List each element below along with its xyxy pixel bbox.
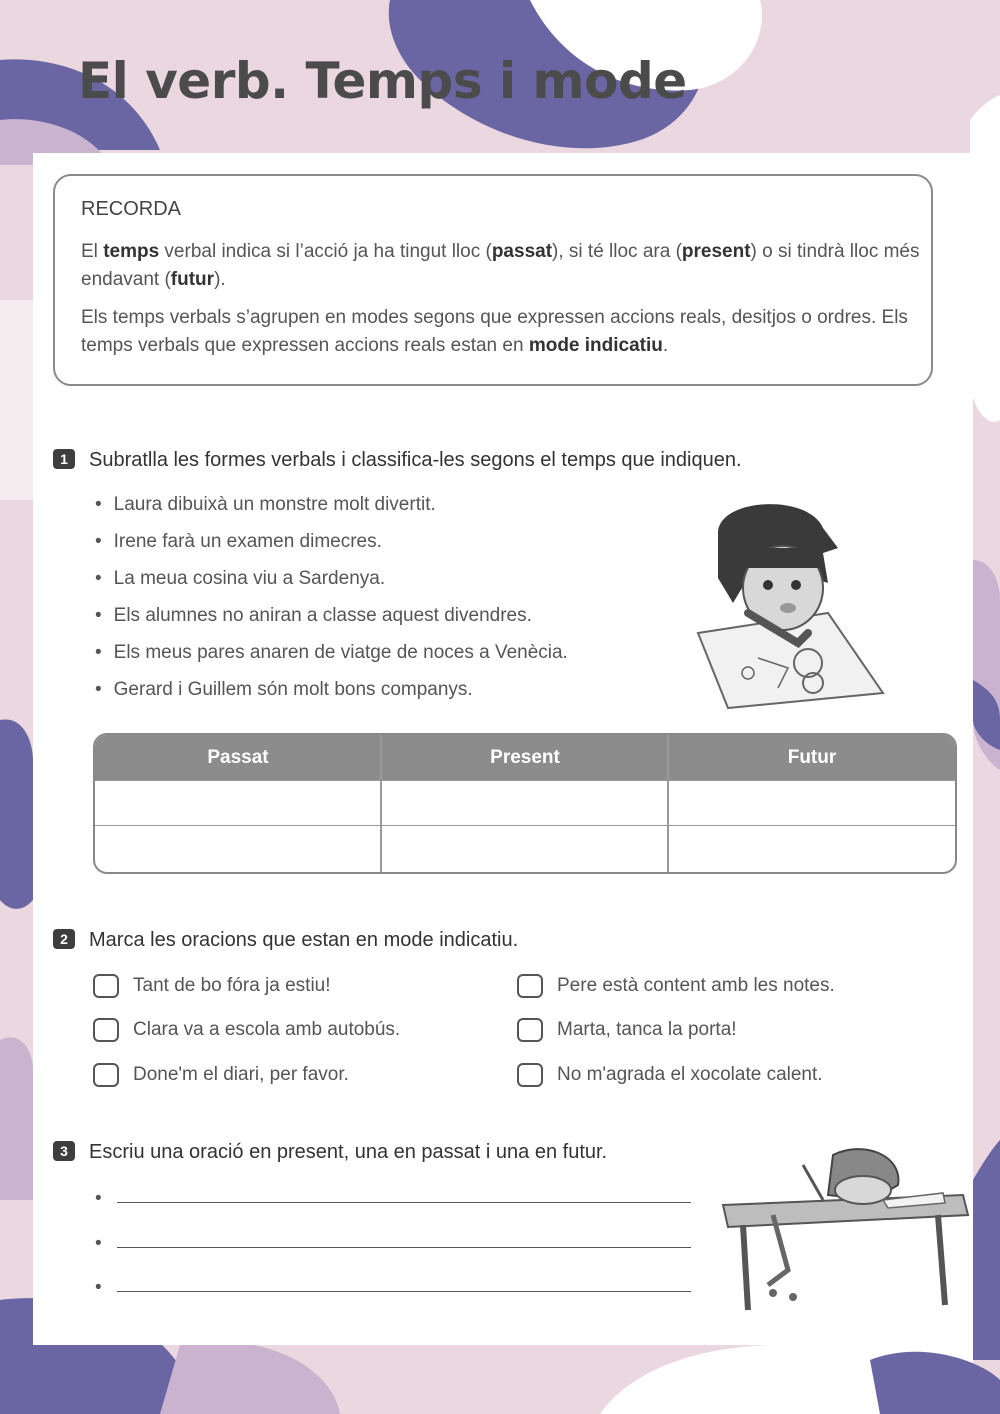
exercise-3-title: 3 Escriu una oració en present, una en passat i una en futur.	[53, 1141, 607, 1164]
worksheet	[33, 153, 973, 1345]
checkbox[interactable]	[517, 1063, 543, 1087]
answer-cell[interactable]	[669, 780, 955, 826]
option-row: Done'm el diari, per favor.	[93, 1062, 349, 1088]
sentence-list	[95, 493, 568, 715]
option-row: Tant de bo fóra ja estiu!	[93, 973, 331, 999]
list-item: • Laura dibuixà un monstre molt divertit.	[95, 493, 568, 530]
exercise-number: 2	[53, 929, 75, 949]
recorda-box	[53, 174, 933, 386]
checkbox[interactable]	[517, 1018, 543, 1042]
answer-cell[interactable]	[382, 825, 668, 871]
exercise-number: 3	[53, 1141, 75, 1161]
writing-line[interactable]: •	[95, 1233, 695, 1253]
checkbox[interactable]	[93, 974, 119, 998]
exercise-1-title: 1 Subratlla les formes verbals i classifica-les segons el temps que indiquen.	[53, 449, 742, 472]
answer-cell[interactable]	[95, 825, 381, 871]
list-item: • Irene farà un examen dimecres.	[95, 530, 568, 567]
recorda-paragraph-1: El temps verbal indica si l’acció ja ha tingut lloc (passat), si té lloc ara (present) o si tindrà lloc més endavant (futur).	[81, 241, 920, 290]
recorda-paragraph-2: Els temps verbals s’agrupen en modes segons que expressen accions reals, desitjos o ordres. Els temps verbals que expressen accions reals estan en mode indicatiu.	[81, 307, 908, 356]
checkbox[interactable]	[93, 1018, 119, 1042]
writing-line[interactable]: •	[95, 1277, 695, 1297]
option-row: Clara va a escola amb autobús.	[93, 1017, 400, 1043]
list-item: • Els meus pares anaren de viatge de noces a Venècia.	[95, 641, 568, 678]
answer-cell[interactable]	[382, 780, 668, 826]
answer-cell[interactable]	[95, 780, 381, 826]
girl-sleeping-at-desk-illustration	[713, 1145, 973, 1315]
table-header-futur: Futur	[669, 735, 955, 780]
option-row: Marta, tanca la porta!	[517, 1017, 737, 1043]
recorda-heading: RECORDA	[81, 198, 182, 220]
column-divider	[380, 735, 382, 872]
exercise-2-title: 2 Marca les oracions que estan en mode indicatiu.	[53, 929, 518, 952]
list-item: • Els alumnes no aniran a classe aquest divendres.	[95, 604, 568, 641]
option-row: No m'agrada el xocolate calent.	[517, 1062, 823, 1088]
checkbox[interactable]	[93, 1063, 119, 1087]
classification-table	[93, 733, 957, 874]
list-item: • La meua cosina viu a Sardenya.	[95, 567, 568, 604]
checkbox[interactable]	[517, 974, 543, 998]
answer-cell[interactable]	[669, 825, 955, 871]
exercise-number: 1	[53, 449, 75, 469]
writing-line[interactable]: •	[95, 1188, 695, 1208]
girl-drawing-illustration	[688, 493, 888, 713]
table-header-present: Present	[382, 735, 668, 780]
option-row: Pere està content amb les notes.	[517, 973, 835, 999]
page-title: El verb. Temps i mode	[78, 52, 687, 110]
list-item: • Gerard i Guillem són molt bons companys.	[95, 678, 568, 715]
column-divider	[667, 735, 669, 872]
table-header-passat: Passat	[95, 735, 381, 780]
